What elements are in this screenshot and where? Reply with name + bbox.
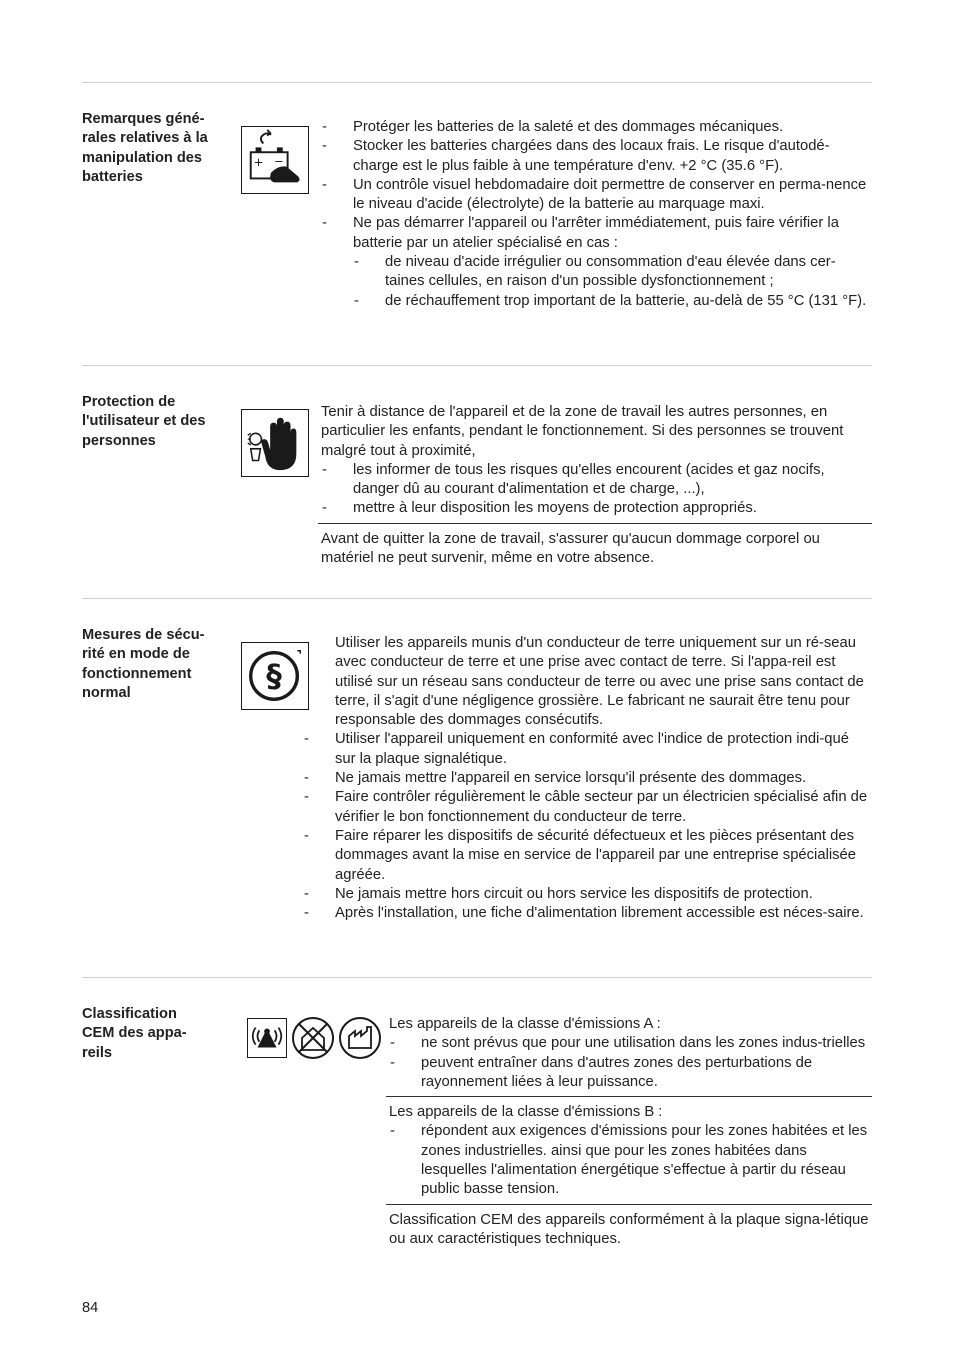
class-b-block: [386, 1096, 872, 1199]
list-item: - Faire réparer les dispositifs de sécurité défectueux et les pièces présentant des dommages avant la mise en service de l'appareil par une entreprise spécialisée agréée.: [303, 827, 869, 885]
section-title-protection: Protection de l'utilisateur et des personnes: [82, 394, 206, 449]
section-title-battery: Remarques géné- rales relatives à la manipulation des batteries: [82, 111, 208, 185]
svg-text:§: §: [266, 658, 282, 695]
keep-away-hand-icon: [241, 409, 309, 477]
section-body-emc: [389, 1015, 869, 1249]
list-item: - Ne pas démarrer l'appareil ou l'arrêter immédiatement, puis faire vérifier la batterie par un atelier spécialisé en cas : - de niveau d'acide irrégulier ou consommation d'eau élevée dans cer-taines cellules, en raison d'un possible dysfonctionnement ; - de réchauffement trop important de la batterie, au-delà de 55 °C (131 °F).: [321, 214, 869, 310]
paragraph: Utiliser les appareils munis d'un conducteur de terre uniquement sur un ré-seau avec conducteur de terre et une prise avec contact de terre. Si l'appa-reil est utilisé sur un réseau sans conducteur de terre ou avec une prise sans contact de terre, il s'agit d'une négligence grossière. Le fabricant ne saurait être tenu pour responsable des dommages consécutifs.: [335, 635, 864, 729]
no-residential-icon: [291, 1016, 335, 1060]
section-title-safety: Mesures de sécu- rité en mode de fonctionnement normal: [82, 627, 205, 701]
radiation-warning-icon: [247, 1018, 287, 1058]
paragraph: Tenir à distance de l'appareil et de la zone de travail les autres personnes, en particulier les enfants, pendant le fonctionnement. Si des personnes se trouvent malgré tout à proximité,: [321, 404, 844, 459]
svg-text:−: −: [274, 153, 284, 168]
list-item: - Ne jamais mettre l'appareil en service lorsqu'il présente des dommages.: [303, 769, 869, 788]
list-item: - Faire contrôler régulièrement le câble secteur par un électricien spécialisé afin de vérifier le bon fonctionnement du conducteur de terre.: [303, 788, 869, 827]
list-item: - peuvent entraîner dans d'autres zones des perturbations de rayonnement liées à leur puissance.: [389, 1054, 869, 1093]
list-item: - les informer de tous les risques qu'elles encourent (acides et gaz nocifs, danger dû au courant d'alimentation et de charge, ...),: [321, 461, 869, 500]
list-item: - Stocker les batteries chargées dans des locaux frais. Le risque d'autodé-charge est le plus faible à une température d'env. +2 °C (35.6 °F).: [321, 137, 869, 176]
list-item: - répondent aux exigences d'émissions pour les zones habitées et les zones industrielles. ainsi que pour les zones habitées dans lesquelles l'alimentation énergétique s'effectue à partir du réseau public basse tension.: [389, 1122, 869, 1199]
list-item: - mettre à leur disposition les moyens de protection appropriés.: [321, 499, 869, 518]
list-item: - Protéger les batteries de la saleté et des dommages mécaniques.: [321, 118, 869, 137]
section-divider: [82, 598, 872, 599]
legal-paragraph-icon: [241, 642, 309, 710]
section-title-emc: Classification CEM des appa- reils: [82, 1006, 187, 1061]
paragraph: Les appareils de la classe d'émissions B :: [389, 1104, 663, 1121]
list-item: - Ne jamais mettre hors circuit ou hors service les dispositifs de protection.: [303, 885, 869, 904]
industrial-factory-icon: [338, 1016, 382, 1060]
section-divider: [82, 977, 872, 978]
note: Classification CEM des appareils conformément à la plaque signa-létique ou aux caractéristiques techniques.: [386, 1204, 872, 1250]
battery-handling-icon: [241, 126, 309, 194]
list-item: - Après l'installation, une fiche d'alimentation librement accessible est néces-saire.: [303, 904, 869, 923]
list-item: - Un contrôle visuel hebdomadaire doit permettre de conserver en perma-nence le niveau d'acide (électrolyte) de la batterie au marquage maxi.: [321, 176, 869, 215]
section-divider: [82, 365, 872, 366]
page-number: 84: [82, 1300, 99, 1316]
paragraph: Les appareils de la classe d'émissions A :: [389, 1016, 661, 1032]
sub-list-item: - de réchauffement trop important de la batterie, au-delà de 55 °C (131 °F).: [353, 292, 869, 311]
section-body-safety: [303, 634, 869, 923]
list-item: - ne sont prévus que pour une utilisation dans les zones indus-trielles: [389, 1034, 869, 1053]
top-rule: [82, 82, 872, 83]
section-body-protection: [321, 403, 869, 568]
note: Avant de quitter la zone de travail, s'assurer qu'aucun dommage corporel ou matériel ne peut survenir, même en votre absence.: [318, 523, 872, 569]
sub-list-item: - de niveau d'acide irrégulier ou consommation d'eau élevée dans cer-taines cellules, en raison d'un possible dysfonctionnement ;: [353, 253, 869, 292]
svg-text:+: +: [253, 154, 264, 169]
section-body-battery: [321, 118, 869, 311]
list-item: - Utiliser l'appareil uniquement en conformité avec l'indice de protection indi-qué sur la plaque signalétique.: [303, 730, 869, 769]
